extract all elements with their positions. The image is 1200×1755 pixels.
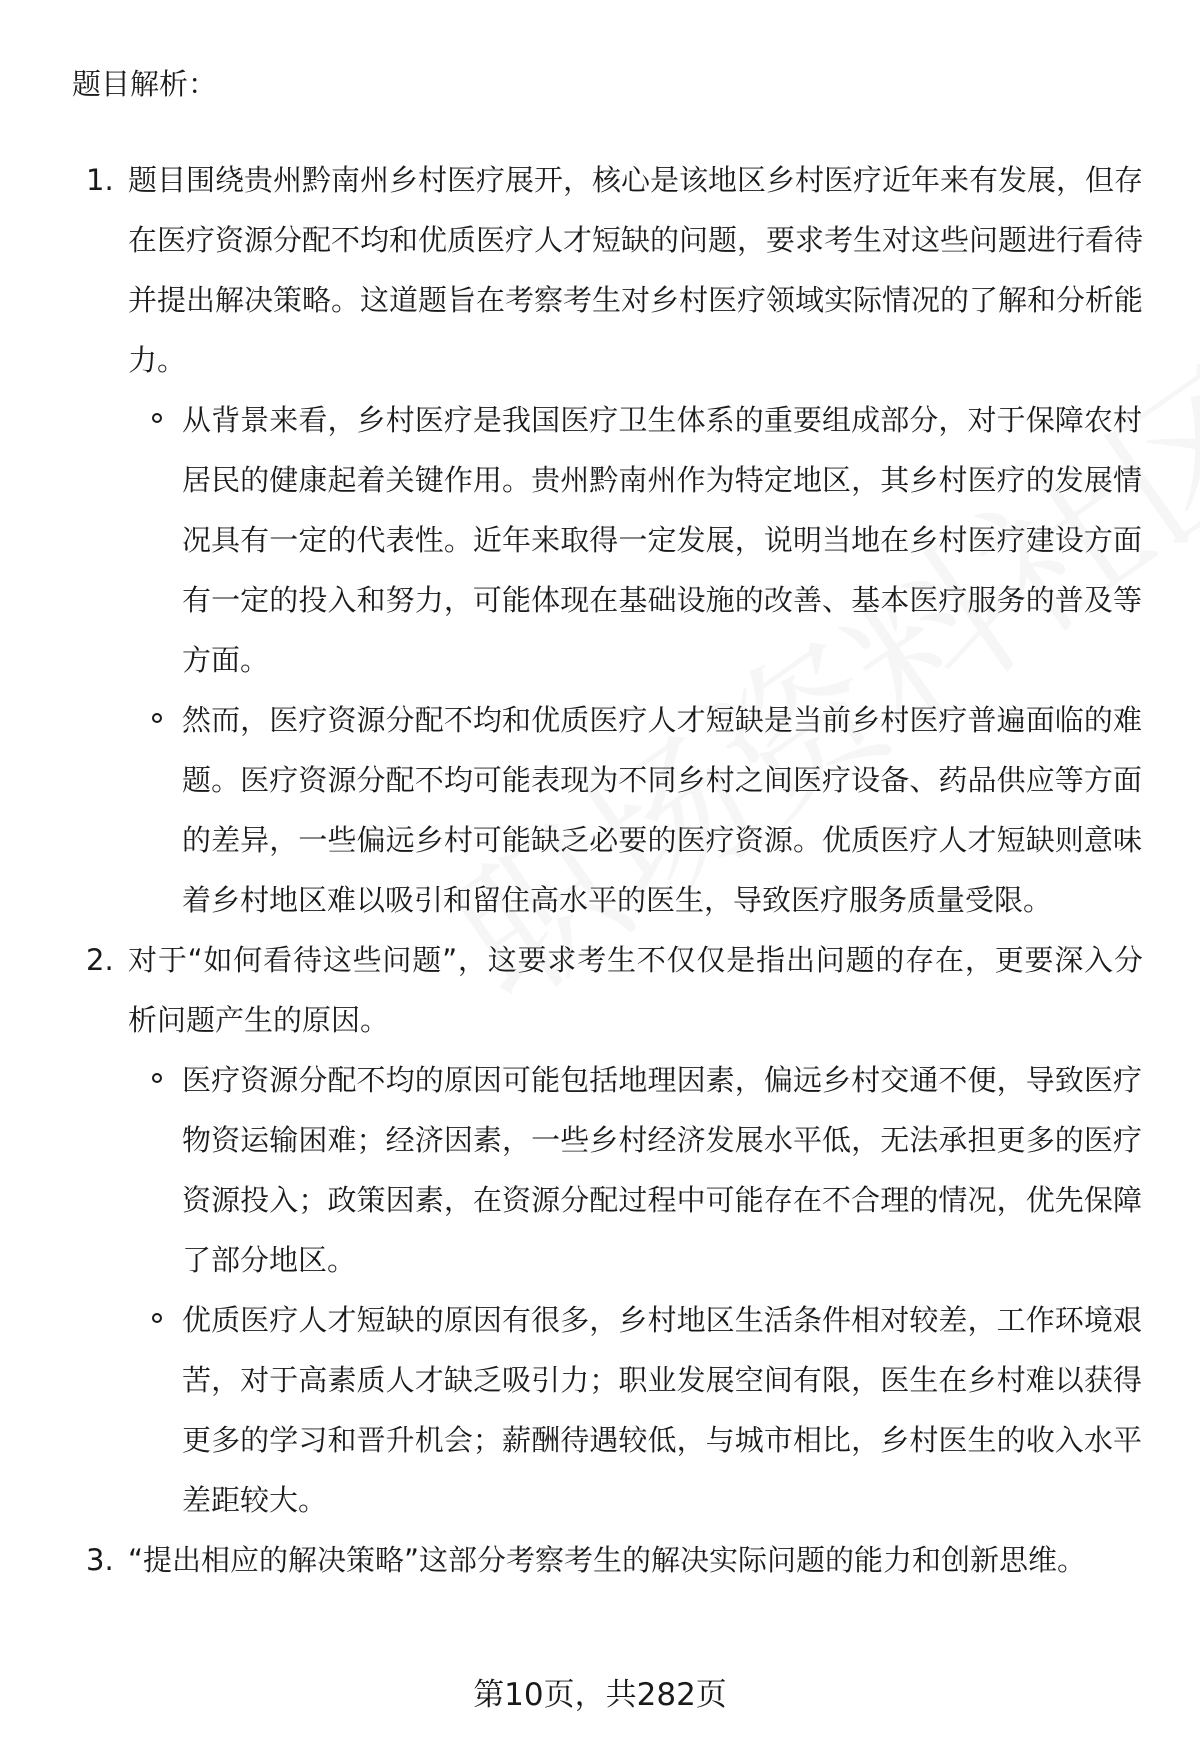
section-heading: 题目解析： <box>72 67 218 101</box>
list-item <box>0 930 1200 1530</box>
sub-item <box>0 1050 1200 1290</box>
sub-item <box>0 390 1200 690</box>
item-text: 题目围绕贵州黔南州乡村医疗展开，核心是该地区乡村医疗近年来有发展，但存在医疗资源分配不均和优质医疗人才短缺的问题，要求考生对这些问题进行看待并提出解决策略。这道题旨在考察考生对乡村医疗领域实际情况的了解和分析能力。 <box>128 163 1144 377</box>
item-text: 对于“如何看待这些问题”，这要求考生不仅仅是指出问题的存在，更要深入分析问题产生的原因。 <box>128 943 1143 1037</box>
sub-item <box>0 1290 1200 1530</box>
sub-item-text: 从背景来看，乡村医疗是我国医疗卫生体系的重要组成部分，对于保障农村居民的健康起着关键作用。贵州黔南州作为特定地区，其乡村医疗的发展情况具有一定的代表性。近年来取得一定发展，说明当地在乡村医疗建设方面有一定的投入和努力，可能体现在基础设施的改善、基本医疗服务的普及等方面。 <box>182 403 1142 677</box>
circle-bullet-icon <box>152 1313 162 1323</box>
page-number: 第10页，共282页 <box>473 1677 727 1713</box>
analysis-content <box>0 150 1200 1590</box>
item-number: 2. <box>86 943 114 977</box>
circle-bullet-icon <box>152 413 162 423</box>
circle-bullet-icon <box>152 713 162 723</box>
circle-bullet-icon <box>152 1073 162 1083</box>
sub-item-text: 医疗资源分配不均的原因可能包括地理因素，偏远乡村交通不便，导致医疗物资运输困难；经济因素，一些乡村经济发展水平低，无法承担更多的医疗资源投入；政策因素，在资源分配过程中可能存在不合理的情况，优先保障了部分地区。 <box>182 1063 1142 1277</box>
sub-item-text: 优质医疗人才短缺的原因有很多，乡村地区生活条件相对较差，工作环境艰苦，对于高素质人才缺乏吸引力；职业发展空间有限，医生在乡村难以获得更多的学习和晋升机会；薪酬待遇较低，与城市相比，乡村医生的收入水平差距较大。 <box>182 1303 1142 1517</box>
list-item <box>0 150 1200 930</box>
item-text: “提出相应的解决策略”这部分考察考生的解决实际问题的能力和创新思维。 <box>128 1543 1087 1577</box>
list-item <box>0 1530 1200 1590</box>
item-number: 1. <box>86 163 114 197</box>
sub-item-text: 然而，医疗资源分配不均和优质医疗人才短缺是当前乡村医疗普遍面临的难题。医疗资源分配不均可能表现为不同乡村之间医疗设备、药品供应等方面的差异，一些偏远乡村可能缺乏必要的医疗资源。优质医疗人才短缺则意味着乡村地区难以吸引和留住高水平的医生，导致医疗服务质量受限。 <box>182 703 1142 917</box>
item-number: 3. <box>86 1543 114 1577</box>
sub-item <box>0 690 1200 930</box>
